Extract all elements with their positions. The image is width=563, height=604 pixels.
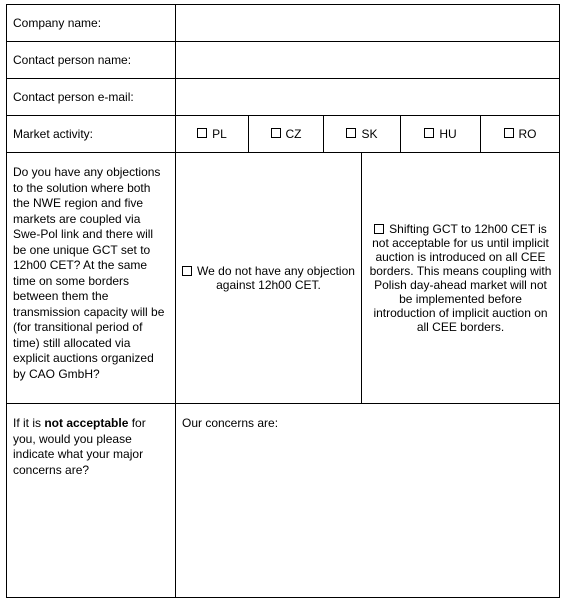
questionnaire-form bbox=[6, 4, 560, 598]
option-not-acceptable[interactable]: Shifting GCT to 12h00 CET is not acceptable for us until implicit auction is introduced on all CEE borders. This means coupling with Polish day-ahead market will not be implemented before introduction of implicit auction on all CEE borders. bbox=[361, 152, 560, 404]
contact-email-field[interactable] bbox=[175, 78, 560, 116]
contact-name-field[interactable] bbox=[175, 41, 560, 79]
checkbox-icon bbox=[197, 128, 207, 138]
checkbox-icon bbox=[424, 128, 434, 138]
checkbox-icon bbox=[271, 128, 281, 138]
market-checkbox-ro[interactable]: RO bbox=[480, 115, 560, 153]
market-checkbox-pl[interactable]: PL bbox=[175, 115, 249, 153]
checkbox-icon bbox=[182, 266, 192, 276]
company-name-field[interactable] bbox=[175, 4, 560, 42]
checkbox-icon bbox=[346, 128, 356, 138]
checkbox-icon bbox=[374, 224, 384, 234]
contact-email-label: Contact person e-mail: bbox=[6, 78, 176, 116]
market-checkbox-cz[interactable]: CZ bbox=[248, 115, 324, 153]
concerns-field[interactable]: Our concerns are: bbox=[175, 403, 560, 598]
contact-name-label: Contact person name: bbox=[6, 41, 176, 79]
concerns-prompt: If it is not acceptable for you, would you please indicate what your major concerns are? bbox=[6, 403, 176, 598]
company-name-label: Company name: bbox=[6, 4, 176, 42]
market-checkbox-hu[interactable]: HU bbox=[400, 115, 481, 153]
question-text: Do you have any objections to the solution where both the NWE region and five markets are coupled via Swe-Pol link and there will be one unique GCT set to 12h00 CET? At the same time on some borders between them the transmission capacity will be (for transitional period of time) still allocated via explicit auctions organized by CAO GmbH? bbox=[6, 152, 176, 404]
option-no-objection[interactable]: We do not have any objection against 12h00 CET. bbox=[175, 152, 362, 404]
market-checkbox-sk[interactable]: SK bbox=[323, 115, 401, 153]
market-activity-label: Market activity: bbox=[6, 115, 176, 153]
checkbox-icon bbox=[504, 128, 514, 138]
